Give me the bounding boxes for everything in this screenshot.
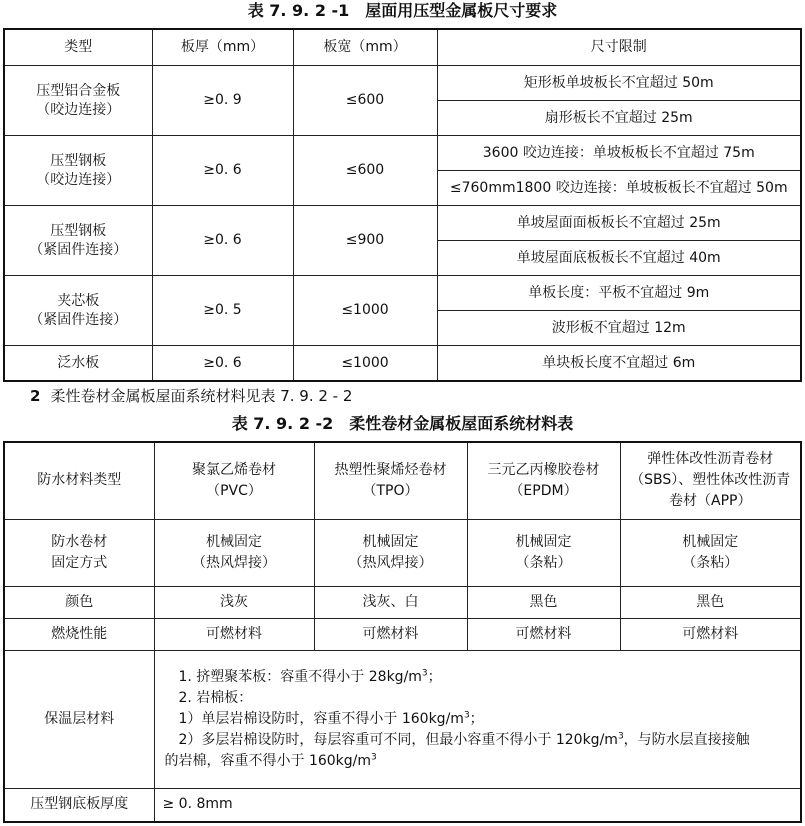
type-line: （咬边连接） [36, 101, 121, 118]
row-type [4, 66, 152, 136]
row-limit: ≤760mm1800 咬边连接：单坡板板长不宜超过 50m [437, 171, 801, 206]
row-thickness: ≥0. 6 [152, 136, 293, 206]
cell-line: 机械固定 [515, 533, 572, 550]
type-line: 夹芯板 [57, 292, 100, 309]
cell-line: 三元乙丙橡胶卷材 [487, 461, 600, 478]
cell-line: （TPO） [362, 482, 419, 499]
fixing-epdm [467, 519, 620, 586]
row-label-color: 颜色 [4, 586, 154, 618]
row-limit: 波形板不宜超过 12m [437, 311, 801, 346]
table-row [4, 519, 801, 586]
type-line: 压型钢板 [50, 222, 107, 239]
table-header-row [4, 442, 801, 519]
type-line: 压型钢板 [50, 152, 107, 169]
unit-superscript: 3 [617, 730, 624, 741]
unit-superscript: 3 [463, 709, 470, 720]
cell-line: （条粘） [515, 554, 572, 571]
cell-line: （热风焊接） [348, 554, 433, 571]
row-limit: 扇形板长不宜超过 25m [437, 101, 801, 136]
fixing-sbs-app [620, 519, 801, 586]
color-epdm: 黑色 [467, 586, 620, 618]
insulation-line [165, 730, 791, 751]
insulation-text: ，与防水层直接接触 [623, 731, 750, 748]
table-row [4, 206, 801, 241]
membrane-roof-material-table [3, 441, 802, 823]
header-epdm [467, 442, 620, 519]
cell-line: 热塑性聚烯烃卷材 [334, 461, 447, 478]
cell-line: （条粘） [682, 554, 739, 571]
table-row [4, 136, 801, 171]
color-sbs-app: 黑色 [620, 586, 801, 618]
table-row [4, 788, 801, 822]
header-width: 板宽（mm） [293, 29, 437, 66]
row-width: ≤600 [293, 136, 437, 206]
table-row [4, 586, 801, 618]
type-line: 压型铝合金板 [36, 82, 121, 99]
type-line: （咬边连接） [36, 171, 121, 188]
row-label-fixing [4, 519, 154, 586]
cell-line: 机械固定 [682, 533, 739, 550]
header-type: 类型 [4, 29, 152, 66]
insulation-text: 的岩棉，容重不得小于 160kg/m [164, 752, 372, 769]
table1-caption: 表 7. 9. 2 -1 屋面用压型金属板尺寸要求 [247, 1, 558, 20]
color-tpo: 浅灰、白 [314, 586, 467, 618]
cell-line: 聚氯乙烯卷材 [192, 461, 276, 478]
insulation-line: 2. 岩棉板： [178, 689, 253, 706]
header-sbs-app [620, 442, 801, 519]
table-row [4, 346, 801, 382]
roof-panel-size-table [3, 28, 802, 382]
row-thickness: ≥0. 5 [152, 276, 293, 346]
row-label-base-thickness: 压型钢底板厚度 [4, 788, 154, 822]
row-limit: 单坡屋面面板板长不宜超过 25m [437, 206, 801, 241]
table-row [4, 276, 801, 311]
unit-superscript: 3 [421, 667, 428, 678]
header-thickness: 板厚（mm） [152, 29, 293, 66]
combustion-sbs-app: 可燃材料 [620, 618, 801, 650]
header-limits: 尺寸限制 [437, 29, 801, 66]
combustion-epdm: 可燃材料 [467, 618, 620, 650]
insulation-line [165, 751, 791, 772]
table2-caption: 表 7. 9. 2 -2 柔性卷材金属板屋面系统材料表 [231, 414, 574, 433]
cell-line: （热风焊接） [192, 554, 276, 571]
insulation-requirements [154, 650, 801, 788]
row-type [4, 276, 152, 346]
paragraph-text: 柔性卷材金属板屋面系统材料见表 7. 9. 2 - 2 [50, 387, 353, 405]
cell-line: 机械固定 [206, 533, 262, 550]
row-limit: 3600 咬边连接：单坡板板长不宜超过 75m [437, 136, 801, 171]
header-tpo [314, 442, 467, 519]
combustion-pvc: 可燃材料 [154, 618, 314, 650]
cell-line: （EPDM） [509, 482, 578, 499]
cell-line: 防水卷材 [51, 533, 108, 550]
paragraph-number: 2 [30, 387, 41, 405]
row-width: ≤900 [293, 206, 437, 276]
row-limit: 单坡屋面底板板长不宜超过 40m [437, 241, 801, 276]
unit-superscript: 3 [371, 751, 377, 762]
insulation-text: 1）单层岩棉设防时，容重不得小于 160kg/m [178, 710, 464, 727]
row-type [4, 206, 152, 276]
header-pvc [154, 442, 314, 519]
row-width: ≤1000 [293, 276, 437, 346]
cell-line: 卷材（APP） [669, 493, 752, 510]
table-header-row [4, 29, 801, 66]
row-limit: 单块板长度不宜超过 6m [437, 346, 801, 382]
row-label-combustion: 燃烧性能 [4, 618, 154, 650]
row-label-insulation: 保温层材料 [4, 650, 154, 788]
insulation-text: 2）多层岩棉设防时，每层容重可不同，但最小容重不得小于 120kg/m [178, 731, 618, 748]
row-limit: 单板长度：平板不宜超过 9m [437, 276, 801, 311]
cell-line: 固定方式 [51, 554, 108, 571]
row-thickness: ≥0. 9 [152, 66, 293, 136]
row-thickness: ≥0. 6 [152, 346, 293, 382]
combustion-tpo: 可燃材料 [314, 618, 467, 650]
insulation-line: 1. 挤塑聚苯板：容重不得小于 $28kg/m^3$； [178, 667, 442, 685]
insulation-line: 1）单层岩棉设防时，容重不得小于 $160kg/m^3$； [178, 709, 484, 727]
row-type [4, 136, 152, 206]
color-pvc: 浅灰 [154, 586, 314, 618]
row-thickness: ≥0. 6 [152, 206, 293, 276]
cell-line: （SBS）、塑性体改性沥青 [630, 472, 791, 489]
table-row [4, 618, 801, 650]
type-line: （紧固件连接） [29, 311, 128, 328]
insulation-text: 1. 挤塑聚苯板：容重不得小于 28kg/m [178, 668, 422, 685]
row-type: 泛水板 [4, 346, 152, 382]
row-width: ≤1000 [293, 346, 437, 382]
fixing-pvc [154, 519, 314, 586]
base-thickness-value: ≥ 0. 8mm [154, 788, 801, 822]
fixing-tpo [314, 519, 467, 586]
table-row [4, 650, 801, 788]
cell-line: （PVC） [206, 482, 262, 499]
type-line: （紧固件连接） [29, 241, 128, 258]
row-limit: 矩形板单坡板长不宜超过 50m [437, 66, 801, 101]
row-width: ≤600 [293, 66, 437, 136]
cell-line: 弹性体改性沥青卷材 [647, 451, 774, 468]
table-row [4, 66, 801, 101]
section-paragraph [30, 385, 352, 407]
cell-line: 机械固定 [362, 533, 419, 550]
header-label: 防水材料类型 [4, 442, 154, 519]
